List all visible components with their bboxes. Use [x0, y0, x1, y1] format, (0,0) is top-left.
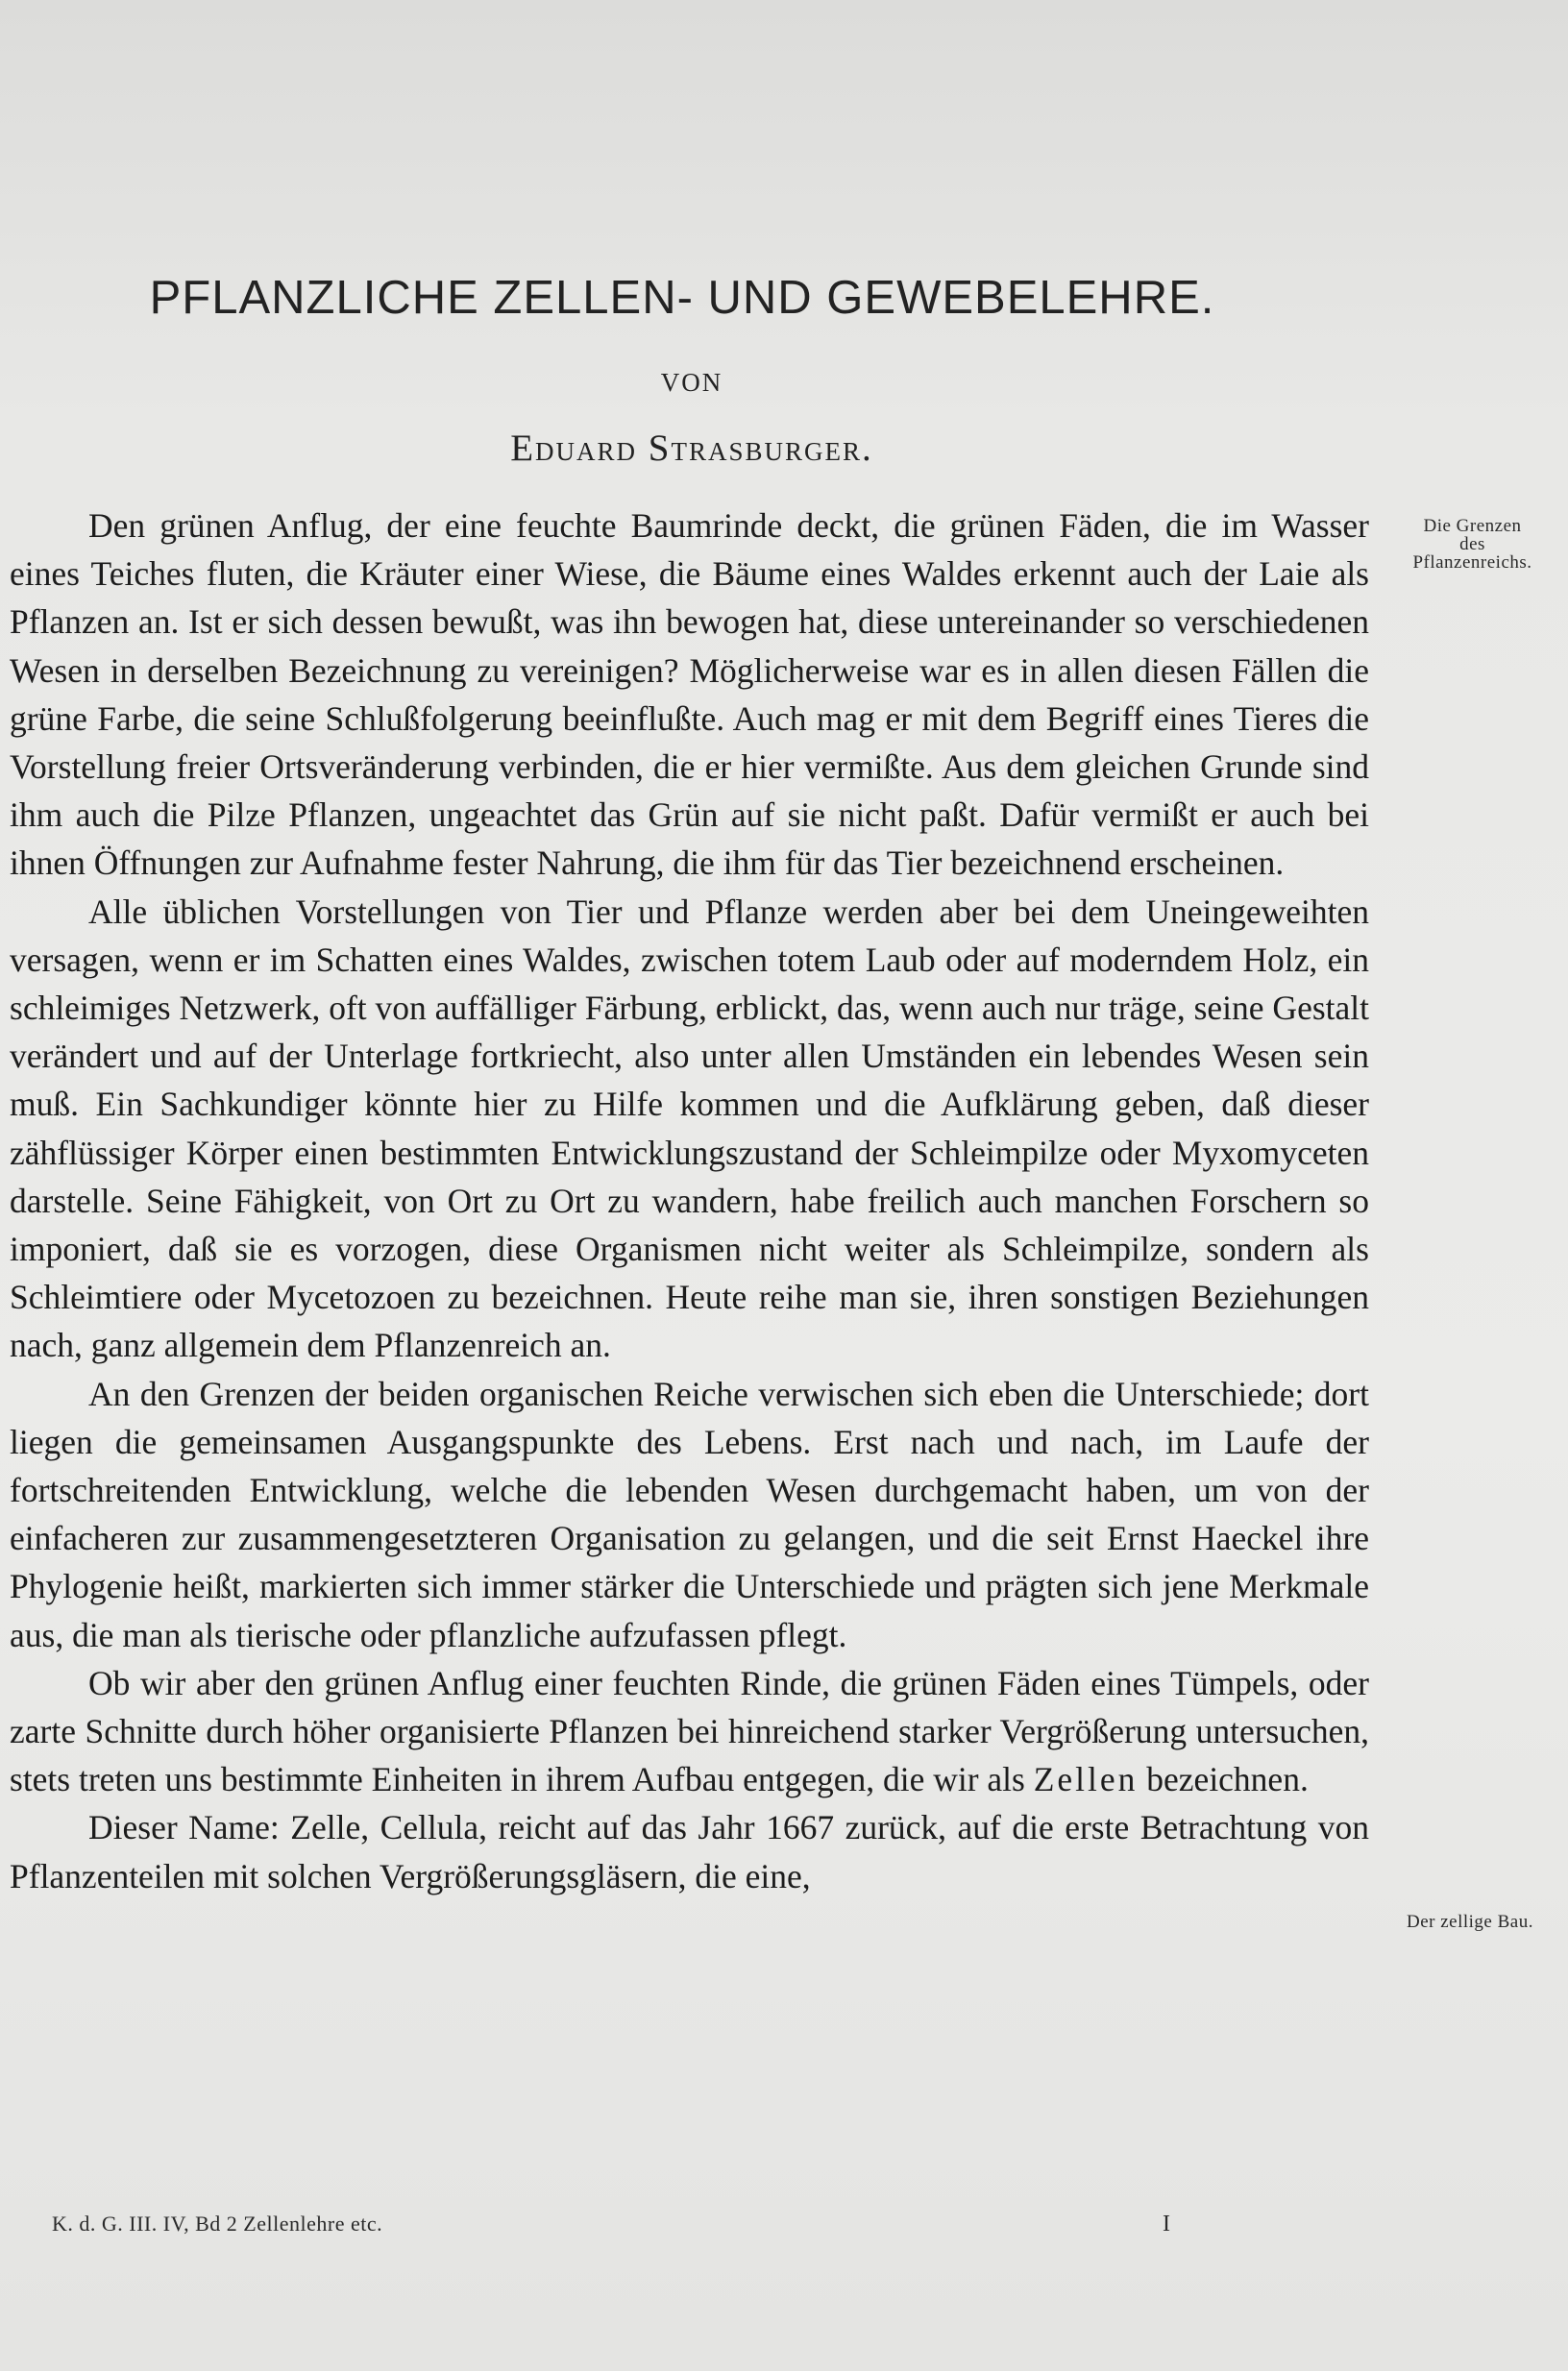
paragraph-4	[10, 1659, 1369, 1804]
margin-note-line: Die Grenzen	[1423, 516, 1522, 536]
author-name: Eduard Strasburger.	[510, 428, 873, 469]
footer-sheet-number: I	[1163, 2212, 1170, 2237]
page-title: PFLANZLICHE ZELLEN- UND GEWEBELEHRE.	[149, 272, 1215, 324]
margin-note-grenzen	[1384, 517, 1561, 572]
margin-note-line: Pflanzenreichs.	[1412, 552, 1532, 573]
paragraph-4-part-2: bezeichnen.	[1138, 1760, 1309, 1799]
paragraph-4-part-1: Ob wir aber den grünen Anflug einer feuchten Rinde, die grünen Fäden eines Tümpels, oder zarte Schnitte durch höher organisierte Pflanzen bei hinreichend starker Vergrößerung untersuchen, stets treten uns bestimmte Einheiten in ihrem Aufbau entgegen, die wir als	[10, 1663, 1369, 1799]
paragraph-3: An den Grenzen der beiden organischen Reiche verwischen sich eben die Unterschiede; dort liegen die gemeinsamen Ausgangspunkte des Lebens. Erst nach und nach, im Laufe der fortschreitenden Entwicklung, welche die lebenden Wesen durchgemacht haben, um von der einfacheren zur zusammengesetzteren Organisation zu gelangen, und die seit Ernst Haeckel ihre Phylogenie heißt, markierten sich immer stärker die Unterschiede und prägten sich jene Merkmale aus, die man als tierische oder pflanzliche aufzufassen pflegt.	[10, 1374, 1369, 1654]
body-text	[10, 501, 1369, 1900]
paragraph-1: Den grünen Anflug, der eine feuchte Baumrinde deckt, die grünen Fäden, die im Wasser eines Teiches fluten, die Kräuter einer Wiese, die Bäume eines Waldes erkennt auch der Laie als Pflanzen an. Ist er sich dessen bewußt, was ihn bewogen hat, diese untereinander so verschiedenen Wesen in derselben Bezeichnung zu vereinigen? Möglicherweise war es in allen diesen Fällen die grüne Farbe, die seine Schlußfolgerung beeinflußte. Auch mag er mit dem Begriff eines Tieres die Vorstellung freier Ortsveränderung verbinden, die er hier vermißte. Aus dem gleichen Grunde sind ihm auch die Pilze Pflanzen, ungeachtet das Grün auf sie nicht paßt. Dafür vermißt er auch bei ihnen Öffnungen zur Aufnahme fester Nahrung, die ihm für das Tier bezeichnend erscheinen.	[10, 506, 1369, 883]
byline: VON	[660, 368, 723, 397]
paragraph-4-spaced-term: Zellen	[1033, 1760, 1139, 1799]
footer-signature: K. d. G. III. IV, Bd 2 Zellenlehre etc.	[52, 2212, 383, 2236]
margin-note-zellige-bau: Der zellige Bau.	[1407, 1912, 1533, 1932]
margin-note-line: des	[1459, 534, 1485, 554]
paragraph-5: Dieser Name: Zelle, Cellula, reicht auf das Jahr 1667 zurück, auf die erste Betrachtung von Pflanzenteilen mit solchen Vergrößerungsgläsern, die eine,	[10, 1808, 1369, 1895]
paragraph-2: Alle üblichen Vorstellungen von Tier und Pflanze werden aber bei dem Uneingeweihten versagen, wenn er im Schatten eines Waldes, zwischen totem Laub oder auf moderndem Holz, ein schleimiges Netzwerk, oft von auffälliger Färbung, erblickt, das, wenn auch nur träge, seine Gestalt verändert und auf der Unterlage fortkriecht, also unter allen Umständen ein lebendes Wesen sein muß. Ein Sachkundiger könnte hier zu Hilfe kommen und die Aufklärung geben, daß dieser zähflüssiger Körper einen bestimmten Entwicklungszustand der Schleimpilze oder Myxomyceten darstelle. Seine Fähigkeit, von Ort zu Ort zu wandern, habe freilich auch manchen Forschern so imponiert, daß sie es vorzogen, diese Organismen nicht weiter als Schleimpilze, sondern als Schleimtiere oder Mycetozoen zu bezeichnen. Heute reihe man sie, ihren sonstigen Beziehungen nach, ganz allgemein dem Pflanzenreich an.	[10, 892, 1369, 1365]
